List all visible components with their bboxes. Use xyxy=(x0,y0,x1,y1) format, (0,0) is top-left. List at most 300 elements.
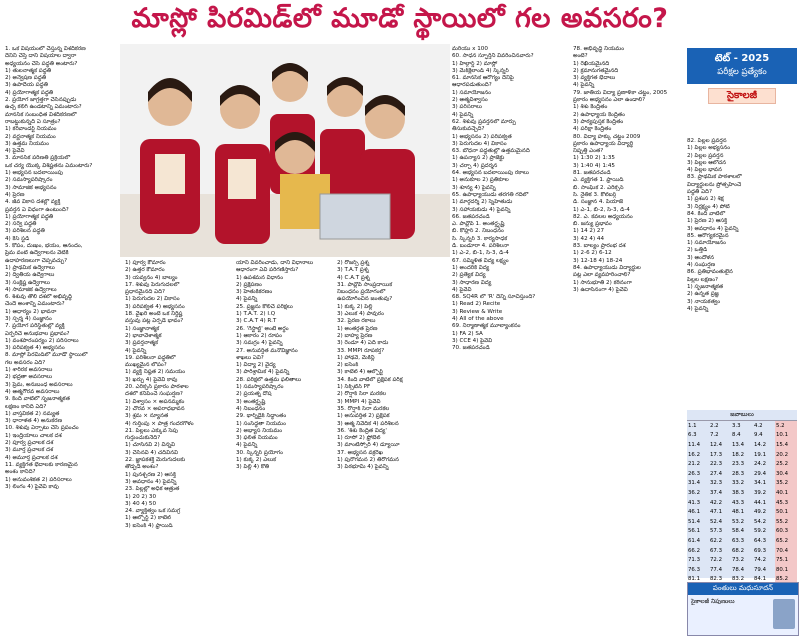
question-line: 1) చూసినవి 2) విన్నవి xyxy=(125,442,176,449)
question-line: 2) సర్వే పద్ధతి xyxy=(5,221,37,228)
question-line: 4) నిబంధనం xyxy=(236,405,266,412)
question-line: 1) ఉపన్యాస 2) ప్రాజెక్టు xyxy=(452,155,505,162)
question-line: 35. రోర్షాక్ సిరా మరకల xyxy=(337,405,390,412)
question-line: 1) 1:30 2) 1:35 xyxy=(573,155,615,162)
answer-row xyxy=(687,421,797,431)
question-line: 3) Review & Write xyxy=(452,308,503,315)
answer-cell: 58.4 xyxy=(732,528,745,535)
question-line: 3) హేతుకీకరణం xyxy=(236,289,273,296)
question-line: 3) మాంటిస్సోరి 4) డ్యూయీ xyxy=(337,442,400,449)
question-line: 70. జతపరచండి xyxy=(452,345,490,352)
question-line: 1) శిశు కేంద్రితం xyxy=(573,104,608,111)
questions-column-1 xyxy=(5,46,123,634)
question-line: 3) లింగం 4) పైవేవీ కావు xyxy=(5,483,59,490)
question-line: 2) ఉత్తర కౌమారం xyxy=(125,267,165,274)
answer-cell: 54.2 xyxy=(754,518,767,525)
answer-cell: 41.3 xyxy=(688,499,701,506)
question-line: పట్ల ఎలా వ్యవహరించాలి? xyxy=(573,272,631,279)
question-line: 1) హాథవే, మెకిన్లీ xyxy=(337,354,375,361)
question-line: 63. బోధనా పద్ధతుల్లో ఉత్తమమైనది xyxy=(452,148,530,155)
question-line: 1) ఆల్పోర్ట్ 2) కాటెల్ xyxy=(125,515,171,522)
question-line: 1) 2-6 2) 6-12 xyxy=(573,250,612,257)
question-line: 30. స్కిన్నర్ ప్రయోగం xyxy=(236,449,283,456)
answer-cell: 26.3 xyxy=(688,470,701,477)
question-line: 80. విద్యా హక్కు చట్టం 2009 xyxy=(573,133,641,140)
question-line: 1) మార్గదర్శి 2) స్నేహితుడు xyxy=(452,199,513,206)
answer-cell: 60.3 xyxy=(775,527,797,537)
question-line: 33. MMPI రూపకర్త? xyxy=(337,347,385,354)
answer-cell: 78.4 xyxy=(732,566,745,573)
question-line: 4) ఆత్మగౌరవ అవసరాలు xyxy=(5,388,60,395)
question-line: 3) పెరుగుదల 4) వికాసం xyxy=(452,140,507,147)
question-line: 2) రోర్షాక్ సిరా మరకల xyxy=(337,391,387,398)
question-line: 1) T.A.T. 2) I.Q xyxy=(236,311,276,318)
question-line: ఉదాహరణలుగా చెప్పవచ్చు? xyxy=(5,257,68,264)
answer-cell: 44.1 xyxy=(754,499,767,506)
answer-cell: 30.4 xyxy=(775,469,797,479)
question-line: బి. కోహ్లర్ 2. నిబంధనం xyxy=(452,228,504,235)
question-line: 1) వ్యక్తి నిష్ఠత 2) సమయం xyxy=(125,369,186,376)
answer-cell: 3.3 xyxy=(732,422,741,429)
question-line: విద్యార్థులను ప్రోత్సహించే xyxy=(687,181,742,188)
answer-cell: 57.3 xyxy=(710,528,723,535)
question-line: 10. శిశువు ఏర్పాటు చేసే ప్రపంచం xyxy=(5,425,79,432)
question-line: 3) ఉత్తమ నియమం xyxy=(5,140,49,147)
answer-cell: 61.4 xyxy=(688,537,701,544)
question-line: బి. సాంఘిక 2. ఎరిక్సన్ xyxy=(573,184,624,191)
question-line: 78. అభివృద్ధి నియమం xyxy=(573,46,625,52)
question-line: 3) MMPI 4) పైవేవీ xyxy=(337,398,381,405)
answer-cell: 23.3 xyxy=(732,461,745,468)
answer-cell: 31.4 xyxy=(688,480,701,487)
question-line: చెందే అంశాన్ని ఏమంటారు? xyxy=(5,301,65,308)
answer-row xyxy=(687,431,797,441)
answer-cell: 59.2 xyxy=(754,528,767,535)
answer-cell: 27.4 xyxy=(710,470,723,477)
question-line: 1) ఉపశమన విధానం xyxy=(236,274,284,281)
question-line: సి. నైతిక 3. కోల్‌బర్గ్ xyxy=(573,191,617,198)
answer-cell: 16.2 xyxy=(688,451,701,458)
answer-cell: 11.4 xyxy=(688,441,701,448)
question-line: 20. ఎరిక్సన్ ప్రకారం పాఠశాల xyxy=(125,384,189,391)
answer-row xyxy=(687,469,797,479)
question-line: 3. మానసిక పరిణతి ప్రక్రియలో xyxy=(5,155,71,162)
answer-cell: 75.1 xyxy=(775,555,797,565)
answer-cell: 71.3 xyxy=(688,557,701,564)
question-line: 32. ప్రేరణ రకాలు xyxy=(337,318,376,325)
answer-key-box xyxy=(687,410,797,583)
answer-cell: 52.4 xyxy=(710,518,723,525)
answer-cell: 9.4 xyxy=(754,432,763,439)
question-line: 21. పిల్లలు ఎక్కువ సేపు xyxy=(125,427,179,434)
question-line: 3) పాఠ్యపుస్తక కేంద్రితం xyxy=(573,118,624,125)
question-line: 3) ఫలిత నియమం xyxy=(236,435,278,442)
question-line: 83. బాల్యం ప్రారంభ దశ xyxy=(573,243,626,250)
question-line: 3) ఆత్మ నివేదిక 4) పరిశీలన xyxy=(337,420,399,427)
author-caption: పంతులు మధుసూదన్ xyxy=(688,583,798,595)
question-line: 2) ద్వితీయ ఉద్వేగాలు xyxy=(5,272,55,279)
answer-cell: 85.2 xyxy=(775,575,797,585)
answer-row xyxy=(687,498,797,508)
answer-row xyxy=(687,440,797,450)
question-line: 1) హిల్గార్డ్ 2) మాస్లో xyxy=(452,60,498,67)
answer-row xyxy=(687,517,797,527)
question-line: 3) పిల్లి 4) కోతి xyxy=(236,464,270,471)
question-line: ఆధారపడుతుంది? xyxy=(452,82,492,89)
question-line: 1) ప్రయోగాత్మక పద్ధతి xyxy=(5,213,54,220)
question-line: 6. శిశువు తొలి దశలో అభివృద్ధి xyxy=(5,294,72,301)
question-line: 26. 'గెస్టాల్ట్' అంటే అర్థం xyxy=(236,325,289,332)
question-line: ఏర్పరిచే అనుభవాల ప్రభావం? xyxy=(5,330,70,337)
question-line: 62. శిశువు ప్రవర్తనలో మార్పు xyxy=(452,118,516,125)
students-photo xyxy=(120,44,450,257)
question-line: 2) అభ్యాస నియమం xyxy=(236,427,283,434)
answer-cell: 35.2 xyxy=(775,479,797,489)
question-line: మరియు x 100 xyxy=(452,46,488,52)
question-line: 1) ఇంద్రియాలు చాలక దశ xyxy=(5,432,62,439)
question-line: 1) అభ్యసన బదలాయింపు xyxy=(5,170,63,177)
answer-cell: 84.1 xyxy=(754,576,767,583)
question-line: 64. అభ్యసన బదలాయింపు రకాలు xyxy=(452,170,529,177)
question-line: 1. ఒక విషయంలో చేస్తున్న విశదీకరణ xyxy=(5,46,86,52)
question-line: 2) ఉపాధ్యాయ కేంద్రితం xyxy=(573,111,625,118)
answer-row xyxy=(687,507,797,517)
answer-cell: 72.2 xyxy=(710,557,723,564)
answer-row xyxy=(687,536,797,546)
question-line: 2) భావావేశాత్మక xyxy=(125,332,162,339)
question-line: 66. జతపరచండి xyxy=(452,213,490,220)
question-line: 1) ఆధార్యం 2) భావనా xyxy=(5,308,57,315)
question-line: 2) రోజర్స్ ప్రశ్న xyxy=(337,260,370,266)
question-line: 2) పూర్వ ప్రచాలక దశ xyxy=(5,440,54,447)
answer-cell: 46.1 xyxy=(688,509,701,516)
question-line: ఎ. పావ్లోవ్ 1. అంతర్దృష్టి xyxy=(452,221,505,228)
answer-cell: 6.3 xyxy=(688,432,697,439)
question-line: ప్రకారం అభ్యసనం ఎలా ఉండాలి? xyxy=(573,97,646,104)
answer-cell: 56.1 xyxy=(688,528,701,535)
answer-cell: 25.2 xyxy=(775,459,797,469)
question-line: 2) ఒత్తిడి xyxy=(687,247,708,254)
students-photo-illustration xyxy=(120,44,450,257)
question-line: 4) సామాజిక ఉద్వేగాలు xyxy=(5,286,57,293)
question-line: 2) ప్రయత్న దోష xyxy=(236,391,272,398)
question-line: 23. పిల్లల్లో అధిక ఆత్రుత xyxy=(125,486,180,493)
question-line: ప్రధానమైనది ఏది? xyxy=(125,289,166,296)
question-line: 1) ఆకారం 2) రూపం xyxy=(236,332,282,339)
question-line: 3) అవధానం 4) పైవన్నీ xyxy=(687,225,739,232)
question-line: 3) ప్రేమ, అనుబంధ అవసరాలు xyxy=(5,381,73,388)
answer-key-heading: జవాబులు xyxy=(687,410,797,421)
answer-cell: 53.2 xyxy=(732,518,745,525)
answer-cell: 10.1 xyxy=(775,431,797,441)
question-line: 27. అనువర్తిత మనోవిజ్ఞానం xyxy=(236,347,298,354)
answer-cell: 13.4 xyxy=(732,441,745,448)
answer-row xyxy=(687,565,797,575)
answer-cell: 40.1 xyxy=(775,488,797,498)
answer-cell: 4.2 xyxy=(754,422,763,429)
question-line: 1) సమాయోజనం xyxy=(452,89,492,96)
question-line: 1) వంశపారంపర్యం 2) పరిసరాలు xyxy=(5,337,79,344)
answer-cell: 80.1 xyxy=(775,565,797,575)
question-line: 1) ఎ-1, బి-2, సి-3, డి-4 xyxy=(573,206,630,213)
question-line: 1) రేఖీయమైనది xyxy=(573,60,610,67)
question-line: 4) పైవేవీ xyxy=(5,148,25,155)
question-line: 1) అందరికీ విద్య xyxy=(452,264,490,271)
question-line: 3) నిర్లక్ష్యం 4) పోటీ xyxy=(687,203,730,210)
question-line: 2) సమస్యాపరిష్కారం xyxy=(5,177,53,184)
question-line: 36. 'శిశు కేంద్రిత విద్య' xyxy=(337,427,387,434)
question-line: 61. మానసిక ఆరోగ్యం దేనిపై xyxy=(452,75,514,82)
question-line: బి. జన్యు ప్రభావం xyxy=(573,221,612,228)
questions-column-7 xyxy=(687,138,798,408)
question-line: 1) సానుభూతి 2) కఠినంగా xyxy=(573,279,632,286)
question-line: 4) పైవన్నీ xyxy=(687,305,709,312)
question-line: 1) శారీరక అవసరాలు xyxy=(5,367,53,374)
question-line: 37. అభ్యసన వక్రరేఖ xyxy=(337,449,383,456)
question-line: 3) ఉపాదేయ పద్ధతి xyxy=(5,82,48,89)
answer-cell: 70.4 xyxy=(775,546,797,556)
question-line: 3) ఆందోళన xyxy=(687,254,715,261)
question-line: 3) చర్చా 4) ప్రదర్శన xyxy=(452,162,498,169)
answer-cell: 47.1 xyxy=(710,509,723,516)
question-line: నిబంధనం ప్రయోగంలో xyxy=(337,289,386,296)
question-line: 11. వ్యక్తిగత భేదాలకు కారణమైన xyxy=(5,461,78,468)
question-line: ఒక చర్య యొక్క విశిష్టతను ఏమంటారు? xyxy=(5,162,93,169)
questions-column-4 xyxy=(337,260,450,634)
question-line: తీసుకువచ్చేది? xyxy=(452,126,485,133)
question-line: ప్రవర్తన ఏ విధంగా ఉంటుంది? xyxy=(5,206,69,213)
question-line: 3) సంక్లిష్ట ఉద్వేగాలు xyxy=(5,279,50,286)
question-line: 4) పైవన్నీ xyxy=(236,442,258,449)
question-line: 1) అంతర్గత ప్రేరణ xyxy=(337,325,378,332)
answer-cell: 32.3 xyxy=(710,480,723,487)
question-line: 1) సమస్యాపరిష్కారం xyxy=(236,384,284,391)
question-line: అంటే? xyxy=(573,53,588,60)
question-line: 85. ఆరోగ్యకరమైన xyxy=(687,232,729,239)
question-line: 1) ప్రాథమిక ఉద్వేగాలు xyxy=(5,264,55,271)
answer-cell: 79.4 xyxy=(754,566,767,573)
answer-cell: 7.2 xyxy=(710,432,719,439)
questions-column-6 xyxy=(573,46,685,634)
question-line: 65. ఉపాధ్యాయుడు తరగతి గదిలో xyxy=(452,191,529,198)
question-line: 86. ప్రతిభావంతులైన xyxy=(687,269,733,276)
answer-cell: 48.1 xyxy=(732,509,745,516)
answer-cell: 76.3 xyxy=(688,566,701,573)
question-line: 2) బాహ్య ప్రేరణ xyxy=(337,332,373,339)
question-line: పిల్లల లక్షణం? xyxy=(687,276,718,283)
author-box xyxy=(687,582,799,636)
answer-cell: 29.4 xyxy=(754,470,767,477)
answer-cell: 64.3 xyxy=(754,537,767,544)
question-line: శాఖలు ఏవి? xyxy=(236,354,264,361)
question-line: దశలో కనిపించే సంఘర్షణ? xyxy=(125,391,183,398)
question-line: 25. ప్రజ్ఞను కొలిచే పరీక్షలు xyxy=(236,303,293,310)
answer-cell: 50.1 xyxy=(775,507,797,517)
question-line: నిష్పత్తి ఎంత? xyxy=(573,148,604,155)
question-line: 3) C.A.T 4) R.T xyxy=(236,318,277,325)
question-line: 1) అనువర్తిత 2) ప్రక్షేపక xyxy=(337,413,390,420)
question-line: 1) సృజనాత్మకత xyxy=(687,283,724,290)
question-line: 3) T.A.T ప్రశ్న xyxy=(337,267,369,274)
answer-cell: 12.4 xyxy=(710,441,723,448)
question-line: 2. ప్రయోగ జాగ్రత్తగా చేసినప్పుడు xyxy=(5,97,77,104)
exam-subtitle: పరీక్షల ప్రత్యేకం xyxy=(687,67,797,84)
exam-header-box xyxy=(687,48,797,110)
answer-cell: 19.1 xyxy=(754,451,767,458)
question-line: 1) కరివాండర్ట్ నియమం xyxy=(5,126,57,133)
question-line: 2) ప్రత్యేక విద్య xyxy=(452,272,486,279)
answer-cell: 38.3 xyxy=(732,489,745,496)
question-line: 1) పురోగమన 2) తిరోగమన xyxy=(337,457,399,464)
question-line: 1) అనుకూల 2) ప్రతికూల xyxy=(452,177,509,184)
answer-cell: 37.4 xyxy=(710,489,723,496)
question-line: 4) ప్రేరణ xyxy=(5,191,25,198)
question-line: 4) పైవన్నీ xyxy=(573,82,595,89)
question-line: 1) రూసో 2) ఫ్రోబెల్ xyxy=(337,435,381,442)
question-line: 4) ప్రయోగాత్మక పద్ధతి xyxy=(5,89,54,96)
answer-cell: 34.1 xyxy=(754,480,767,487)
question-line: 3) కాటెల్ 4) ఆల్పోర్ట్ xyxy=(337,369,383,376)
question-line: దేనిని చేస్తే దాని విషయాల ద్వారా xyxy=(5,53,77,60)
question-line: 84. కింది వాటిలో xyxy=(687,210,726,217)
answer-cell: 28.3 xyxy=(732,470,745,477)
question-line: 3) సహాయకుడు 4) పైవన్నీ xyxy=(452,206,511,213)
page-title: మాస్లో పిరమిడ్‌లో మూడో స్థాయిలో గల అవసరం? xyxy=(131,3,669,34)
question-line: 82. పిల్లల ప్రవర్తన xyxy=(687,138,727,144)
question-line: 18. వైఖరి అంటే ఒక నిర్దిష్ట xyxy=(125,311,183,318)
question-line: రాబట్టుకున్నది ఏ సూత్రం? xyxy=(5,118,61,125)
questions-column-2 xyxy=(125,260,233,634)
question-line: 2) అన్వేషణ పద్ధతి xyxy=(5,75,47,82)
answer-cell: 77.4 xyxy=(710,566,723,573)
answer-cell: 82.3 xyxy=(710,576,723,583)
question-line: 3) ప్రవర్తనాత్మక xyxy=(125,340,159,347)
question-line: 1) సంజ్ఞానాత్మక xyxy=(125,325,160,332)
question-line: 3) ధారాళత 4) అనుకరణ xyxy=(5,418,63,425)
question-line: 2) ఉన్నత ప్రజ్ఞ xyxy=(687,291,719,298)
answer-cell: 39.2 xyxy=(754,489,767,496)
question-line: మానసిక సంబంధిత విశదీకరణలో xyxy=(5,111,77,118)
questions-column-5 xyxy=(452,46,570,634)
answer-cell: 14.2 xyxy=(754,441,767,448)
question-line: యాని వివరించాడు, దాని విధానాలు xyxy=(236,260,314,266)
question-line: 3) శూన్య 4) పైవన్నీ xyxy=(452,184,496,191)
question-line: 1) 14 2) 27 xyxy=(573,228,605,235)
question-line: డి. బండూరా 4. పరిశీలనా xyxy=(452,243,509,250)
question-line: 3) 42 4) 44 xyxy=(573,235,605,242)
question-line: 3) రెండూ 4) ఏదీ కాదు xyxy=(337,340,389,347)
question-line: 2) క్రమానుగతమైనది xyxy=(573,67,619,74)
question-line: 28. పరీక్షలో ఉత్తమ ఫలితాలు xyxy=(236,376,302,383)
exam-name: టెట్ - 2025 xyxy=(687,48,797,67)
question-line: ఉపయోగించిన జంతువు? xyxy=(337,296,393,303)
answer-cell: 15.4 xyxy=(775,440,797,450)
answer-cell: 2.2 xyxy=(710,422,719,429)
question-line: 4) సంఘర్షణ xyxy=(687,262,716,269)
answer-row xyxy=(687,488,797,498)
question-line: 3) ఉదాసీనంగా 4) పైవేవీ xyxy=(573,286,628,293)
question-line: 3) సామాజిక అభ్యసనం xyxy=(5,184,57,191)
question-line: 34. కింది వాటిలో ప్రక్షేపక పరీక్ష xyxy=(337,376,403,383)
answer-row xyxy=(687,555,797,565)
question-line: 8. మాస్లో పిరమిడ్‌లో మూడో స్థాయిలో xyxy=(5,352,88,359)
question-line: 3) చేసినవి 4) చదివినవి xyxy=(125,449,178,456)
question-line: 4. జీవ వికాస దశల్లో వ్యక్తి xyxy=(5,199,61,206)
section-label: సైకాలజీ xyxy=(708,88,776,104)
question-line: 29. థార్న్‌డైక్ సిద్ధాంతం xyxy=(236,413,287,420)
question-line: ఎ. వ్యక్తిగత 1. ఫ్రాయిడ్ xyxy=(573,177,624,184)
question-line: 1) అనువంశికత 2) పరిసరాలు xyxy=(5,476,72,483)
question-line: 1) సిక్స్‌టీన్ PF xyxy=(337,384,371,391)
answer-cell: 49.2 xyxy=(754,509,767,516)
answer-cell: 74.2 xyxy=(754,557,767,564)
question-line: 4) C.A.T ప్రశ్న xyxy=(337,274,370,281)
question-line: 3) CCE 4) పైవేవీ xyxy=(452,337,493,344)
answer-cell: 5.2 xyxy=(775,421,797,431)
question-line: 81. జతపరచండి xyxy=(573,170,611,177)
question-line: 1) వాస్తవికత 2) నమ్యత xyxy=(5,410,60,417)
question-line: 2) ఐసెంక్ xyxy=(337,362,359,369)
question-line: 3) మూర్త ప్రచాలక దశ xyxy=(5,447,54,454)
question-line: 3) పీఠభూమి 4) పైవన్నీ xyxy=(337,464,389,471)
question-line: 1) పిల్లల అభ్యసనం xyxy=(687,145,731,152)
answer-cell: 42.2 xyxy=(710,499,723,506)
question-line: 3) 40 4) 50 xyxy=(125,500,157,507)
answer-cell: 24.2 xyxy=(754,461,767,468)
answer-cell: 22.3 xyxy=(710,461,723,468)
question-line: 3) శ్రమ × న్యూనత xyxy=(125,413,169,420)
question-line: ప్రేమ వంటి ఉద్వేగాలను వేటికి xyxy=(5,250,69,257)
question-line: తోడ్పడే అంశం? xyxy=(125,464,159,471)
question-line: డి. సంజ్ఞాన 4. పియాజే xyxy=(573,199,624,206)
question-line: సి. స్కిన్నర్ 3. కార్యసాధక xyxy=(452,235,508,242)
answer-cell: 55.2 xyxy=(775,517,797,527)
question-line: 1) తులనాత్మక పద్ధతి xyxy=(5,67,52,74)
question-line: 3) పరిపక్వత 4) అభ్యసనం xyxy=(5,345,65,352)
question-line: 84. ఉపాధ్యాయుడు విద్యార్థుల xyxy=(573,264,641,271)
question-line: 4) పిల్లల భావన xyxy=(687,167,722,174)
question-line: 4) పైవన్నీ xyxy=(125,347,147,354)
answer-cell: 36.2 xyxy=(688,489,701,496)
question-line: 17. శిశువు పెరుగుదలలో xyxy=(125,281,180,288)
question-line: 1) పూర్వ కౌమారం xyxy=(125,260,166,266)
question-line: అంశం కానిది? xyxy=(5,469,36,476)
question-line: 3) ఐసెంక్ 4) ఫ్రాయిడ్ xyxy=(125,522,173,529)
question-line: అధ్యయనం చేసే పద్ధతి అంటారు? xyxy=(5,60,78,67)
author-name: సైకాలజీ నిపుణులు xyxy=(691,598,735,605)
question-line: వస్తువు పట్ల ఏర్పడే భావం? xyxy=(125,318,184,325)
question-line: 4) పైవన్నీ xyxy=(236,296,258,303)
question-line: గల అవసరం ఏది? xyxy=(5,359,46,366)
question-line: 4) పైవేవీ xyxy=(452,286,472,293)
question-line: 4) పైవన్నీ xyxy=(452,111,474,118)
question-line: 3) 12-18 4) 18-24 xyxy=(573,257,623,264)
question-line: 1) కుక్క 2) ఎలుక xyxy=(236,457,277,464)
question-line: 60. సాధన స్ఫూర్తిని వివరించినవారు? xyxy=(452,53,534,60)
question-line: 2) పిల్లల ప్రవర్తన xyxy=(687,152,724,159)
answer-cell: 66.2 xyxy=(688,547,701,554)
question-line: 3) ఖర్చు 4) పైవేవీ కావు xyxy=(125,376,178,383)
question-line: 2) ప్రక్షేపణం xyxy=(236,281,262,288)
answer-cell: 63.3 xyxy=(732,537,745,544)
question-line: పద్ధతి ఏది? xyxy=(687,189,712,196)
answer-row xyxy=(687,546,797,556)
question-line: లక్షణం కానిది ఏది? xyxy=(5,403,47,410)
question-line: 2) వర్ణనాత్మక నియమం xyxy=(5,133,56,140)
answer-cell: 1.1 xyxy=(688,422,697,429)
question-line: 3) పరిశీలన పద్ధతి xyxy=(5,228,45,235)
author-photo xyxy=(773,599,795,629)
